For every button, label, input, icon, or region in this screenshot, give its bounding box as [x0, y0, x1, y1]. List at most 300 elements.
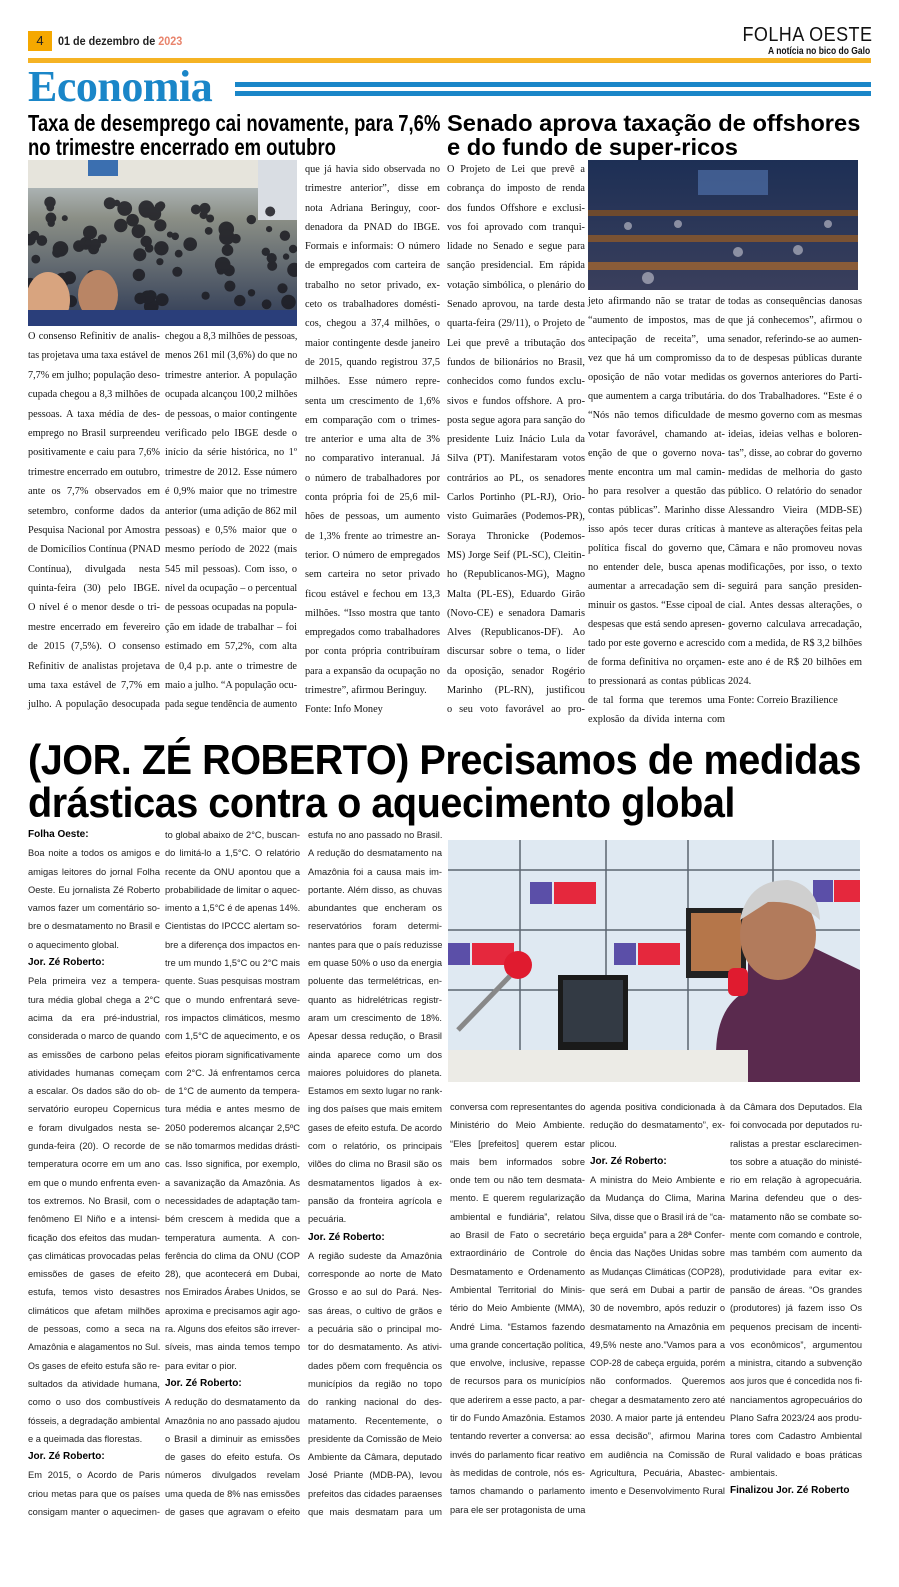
article-text-line: que aumentem a carga tributária.	[588, 391, 725, 402]
article-text-line: redução do desmatamento”, ex-	[590, 1120, 725, 1131]
article-text-line: bre a diferença dos impactos en-	[165, 939, 301, 950]
article3-column-2	[165, 826, 300, 1521]
article-text-line: números divulgados revelam	[165, 1470, 300, 1481]
article-text-line: ças climáticas provocadas pelas	[28, 1250, 161, 1261]
article-text-line: hões de pessoas, um aumento	[305, 511, 440, 523]
article-text-line: jeto afirmando não se tratar de	[588, 296, 725, 307]
article-text-line: nanciamentos agropecuários do	[730, 1394, 863, 1405]
article-text-line: 28), que acontecerá em Dubai,	[165, 1269, 300, 1280]
article-text-line: o número de trabalhadores por	[305, 472, 440, 484]
article-text-line: imento a 1,5°C é de apenas 14%.	[165, 903, 301, 914]
crowd-head	[191, 205, 201, 215]
article-text-line: “Nós não temos dificuldade de	[588, 410, 725, 421]
crowd-head	[277, 283, 287, 293]
article-text-line: essa decisão”, afirmou Marina	[590, 1431, 725, 1442]
crowd-head	[215, 257, 231, 273]
article-text-line: pansão da fronteira agrícola e	[308, 1195, 442, 1206]
article-text-line: Lei que prevê a tributação dos	[447, 337, 585, 349]
article-text-line: 545 mil pessoas). Com isso, o	[165, 563, 297, 575]
article-text-line: vos foi aprovado com tranqui-	[447, 221, 585, 233]
article-text-line: (Novo-CE) e senadora Damaris	[447, 607, 585, 619]
article-text-line: pada segue tendência de aumento	[165, 699, 297, 711]
article-text-line: contrários ao PL, os senadores	[447, 472, 585, 484]
article-text-line: de pessoas ocupadas na popula-	[165, 602, 297, 614]
article-text-line: contas públicas”. Marinho disse	[588, 505, 725, 516]
article-text-line: é 0,9% maior que no trimestre	[165, 486, 297, 498]
article-text-line: ideias, ideias velhas e boloren-	[728, 429, 862, 440]
article-text-line: a escalar. Os dados são do ob-	[28, 1086, 160, 1097]
article-text-line: e foram divulgados nesta se-	[28, 1122, 160, 1133]
article-text-line: síveis, mas ainda temos tempo	[165, 1342, 300, 1353]
article-text-line: abundantes que encheram os	[308, 903, 442, 914]
article-text-line: tir do Fundo Amazônia. Estamos	[450, 1413, 585, 1424]
article-text-line: com 2°C. Já enfrentamos cerca	[165, 1067, 300, 1078]
article-text-line: as emissões de carbono pelas	[28, 1049, 160, 1060]
article-text-line: A redução do desmatamento da	[165, 1397, 300, 1408]
crowd-head	[267, 261, 277, 271]
article-text-line: os governos anteriores do Parti-	[728, 372, 862, 383]
article-text-line: maiores poluidores do planeta.	[308, 1067, 442, 1078]
article1-column-3	[305, 160, 440, 720]
article-text-line: mestre encerrado em fevereiro	[28, 621, 160, 633]
crowd-head	[266, 226, 272, 232]
article-text-line: como o uso dos combustíveis	[28, 1397, 160, 1408]
speaker-subheading: Jor. Zé Roberto:	[165, 1377, 242, 1389]
article-text-line: sanção presidencial. Em rápida	[447, 260, 585, 272]
article-text-line: climáticos que afetam milhões	[28, 1305, 160, 1316]
article-text-line: este ano é de R$ 20 bilhões em	[728, 657, 862, 668]
article-text-line: Cientistas do IPCCC alertam so-	[165, 921, 300, 932]
article-text-line: senador, referindo-se ao aumen-	[728, 334, 862, 345]
article-text-line: ficou estável e fechou em 13,3	[305, 588, 440, 600]
headline-line: e do fundo de super-ricos	[447, 133, 738, 160]
article-text-line: A ministra do Meio Ambiente e	[590, 1175, 725, 1186]
newspaper-logo: FOLHA OESTE	[742, 24, 872, 46]
article-text-line: no comparativo interanual. Já	[305, 453, 440, 465]
article-text-line: chegar a desmatamento zero até	[590, 1394, 726, 1405]
article-text-line: com o relatório, os principais	[308, 1141, 442, 1152]
article-text-line: Ambiental Territorial do Minis-	[450, 1284, 585, 1295]
article1-column-1	[28, 327, 160, 715]
crowd-head	[247, 215, 256, 224]
article2-column-3	[728, 292, 862, 710]
article-text-line: trimestre de 2012. Esse número	[165, 466, 297, 478]
article-text-line: temperatura ocorre em um ano	[28, 1159, 160, 1170]
article-text-line: minuir os gastos. “Esse cipoal de	[588, 600, 725, 611]
article2-headline	[447, 112, 860, 159]
article-text-line: mente encontra um mal camin-	[588, 467, 725, 478]
crowd-head	[48, 220, 55, 227]
article-text-line: fundos de bilionários no Brasil,	[447, 356, 585, 368]
article-text-line: cas. Isso significa, por exemplo,	[165, 1159, 300, 1170]
article-text-line: Boa noite a todos os amigos e	[28, 848, 160, 859]
article-text-line: todas as consequências danosas	[728, 296, 862, 307]
crowd-head	[155, 202, 165, 212]
article3-column-6	[730, 1098, 862, 1501]
article-text-line: uma taxa estável de 7,7% em	[28, 680, 160, 692]
article1-headline	[28, 112, 440, 159]
article-text-line: O consenso Refinitiv de analis-	[28, 331, 160, 342]
article-text-line: fósseis, a degradação ambiental	[28, 1415, 160, 1426]
section-rule-top	[235, 82, 871, 87]
article-text-line: empregados como trabalhadores	[305, 627, 440, 639]
article-text-line: em que o mundo enfrenta even-	[28, 1177, 161, 1188]
article-text-line: tor do desmatamento. As ativi-	[308, 1342, 442, 1353]
article-text-line: por conta própria contribuíram	[305, 646, 440, 658]
crowd-head	[114, 200, 121, 207]
crowd-head	[205, 227, 213, 235]
article-text-line: ralistas a prestar esclarecimen-	[730, 1138, 862, 1149]
article-text-line: dos fundos Offshore e exclusi-	[447, 202, 585, 214]
article-text-line: verificado pelo IBGE desde o	[165, 427, 297, 439]
article-text-line: quinta-feira (30) pelo IBGE.	[28, 583, 160, 595]
crowd-head	[126, 214, 139, 227]
article2-column-1	[447, 160, 585, 720]
article-text-line: sultados da atividade humana,	[28, 1378, 160, 1389]
article-text-line: ao Brasil de Fato o secretário	[450, 1230, 585, 1241]
article-text-line: o aquecimento global.	[28, 939, 119, 950]
date-prefix: 01 de dezembro de	[58, 34, 159, 48]
article-text-line: nota Adriana Beringuy, coor-	[305, 202, 440, 214]
article-text-line: aproxima e precisamos agir ago-	[165, 1305, 301, 1316]
article-text-line: cial. Antes dessas alterações, o	[728, 600, 862, 611]
article-text-line: da Câmara dos Deputados. Ela	[730, 1102, 862, 1112]
crowd-head	[133, 269, 145, 281]
crowd-head	[156, 258, 163, 265]
article-text-line: estufa no ano passado no Brasil.	[308, 830, 443, 840]
article-text-line: em audiência na Comissão de	[590, 1449, 725, 1460]
article-text-line: pansão de áreas. “Os grandes	[730, 1284, 862, 1295]
article-text-line: onde tem ou não tem desmata-	[450, 1175, 585, 1186]
article-text-line: tre anterior e uma alta de 3%	[305, 434, 440, 446]
article-text-line: Fonte: Info Money	[305, 704, 383, 716]
article-text-line: reservatórios foram determi-	[308, 921, 442, 932]
article-text-line: ante os 7,7% observados em	[28, 486, 160, 498]
article-text-line: estufa, temos visto desastres	[28, 1287, 160, 1298]
article-text-line: mente com comando e controle,	[730, 1230, 862, 1241]
article-text-line: Desmatamento e Ordenamento	[450, 1266, 585, 1277]
article-text-line: criou metas para que os países	[28, 1488, 160, 1499]
article-text-line: tos extremos. No Brasil, com o	[28, 1195, 160, 1206]
article-text-line: Amazônia e alagamentos no Sul.	[28, 1342, 161, 1353]
article-text-line: o Brasil a diminuir as emissões	[165, 1433, 300, 1444]
article-text-line: bre o desmatamento no Brasil e	[28, 921, 160, 932]
article-text-line: isso após tecer duras críticas à	[588, 524, 725, 535]
article-text-line: corresponde ao norte de Mato	[308, 1269, 442, 1280]
article-text-line: Apesar dessa redução, o Brasil	[308, 1031, 442, 1042]
article-text-line: trabalho no setor privado, ex-	[305, 279, 440, 291]
date-year: 2023	[158, 34, 183, 48]
article-text-line: matamento. Recentemente, o	[308, 1415, 442, 1426]
article-text-line: a ministra, citando a subvenção	[730, 1358, 862, 1369]
article-text-line: 2024.	[728, 676, 752, 687]
article-text-line: Marinho (PL-RN), justificou	[447, 685, 585, 697]
article-text-line: aumentar a arrecadação sem di-	[588, 581, 725, 592]
article-text-line: nível da ocupação – o percentual	[165, 583, 298, 595]
article-text-line: ros impactos climáticos, mesmo	[165, 1012, 300, 1023]
article-text-line: tentando reverter a conversa: ao	[450, 1431, 585, 1442]
article-text-line: Senado aprovou, na tarde desta	[447, 299, 585, 311]
article-text-line: Plano Safra 2023/24 aos produ-	[730, 1413, 862, 1424]
article-text-line: emprego no Brasil surpreendeu	[28, 427, 160, 439]
article-text-line: positivamente e caiu para 7,6%	[28, 447, 160, 459]
article-text-line: milhões. Esse número repre-	[305, 376, 440, 388]
article-text-line: poluente das termelétricas, en-	[308, 976, 442, 987]
article-text-line: ficação dos efeitos das mudan-	[28, 1232, 160, 1243]
article-text-line: probabilidade de limitar o aquec-	[165, 884, 300, 895]
article-text-line: 49,5% neste ano.”Vamos para a	[590, 1339, 725, 1350]
article3-column-5	[590, 1098, 725, 1501]
article-text-line: ocupada alcançou 100,2 milhões	[165, 389, 298, 401]
article-text-line: seguirá para sanção presiden-	[728, 581, 862, 592]
article-text-line: que o mundo enfrentará seve-	[165, 994, 300, 1005]
article-text-line: maior contingente desde janeiro	[305, 337, 440, 349]
article-text-line: amigas leitores do jornal Folha	[28, 866, 160, 877]
article-text-line: efeitos pioram significativamente	[165, 1049, 300, 1060]
crowd-head	[172, 267, 182, 277]
article-text-line: se não tomarmos medidas drásti-	[165, 1141, 300, 1152]
article-text-line: Amazônia no ano passado ajudou	[165, 1415, 300, 1426]
article3-column-3	[308, 826, 442, 1521]
article-text-line: julho. A população desocupada	[28, 699, 160, 711]
article-text-line: prefeitos das cidades paraenses	[308, 1488, 442, 1499]
article-text-line: bém crescem à medida que a	[165, 1214, 300, 1225]
article-text-line: ho (Republicanos-MG), Magno	[447, 569, 585, 581]
article3-column-4	[450, 1098, 585, 1519]
article-text-line: início da série histórica, no 1º	[165, 447, 297, 459]
article-text-line: 2030. A maior parte já entendeu	[590, 1413, 725, 1424]
article-text-line: Câmara e não promoveu novas	[728, 543, 862, 554]
article-text-line: ência das Nações Unidas sobre	[590, 1248, 725, 1259]
article-text-line: mas também com aumento da	[730, 1248, 862, 1259]
headline-line: no trimestre encerrado em outubro	[28, 133, 336, 160]
article-text-line: antecipação de receita”, uma	[588, 334, 725, 345]
crowd-head	[280, 231, 290, 241]
article-text-line: portante. Além disso, as chuvas	[308, 884, 442, 895]
article-text-line: de pessoas, o maior contingente	[165, 408, 297, 420]
article-text-line: mesmo período de 2022 (mais	[165, 544, 297, 556]
article-text-line: uma queda de 8% nas emissões	[165, 1488, 300, 1499]
article-text-line: to pressionará as contas públicas	[588, 676, 725, 687]
article-text-line: de forma definitiva no orçamen-	[588, 657, 725, 668]
article-text-line: mais bem informados sobre	[450, 1156, 585, 1167]
article-text-line: municípios da região no topo	[308, 1378, 442, 1389]
article-text-line: Carlos Portinho (PL-RJ), Orio-	[447, 492, 585, 504]
section-rule-bottom	[235, 91, 871, 96]
article-text-line: quanto as hidrelétricas registr-	[308, 994, 442, 1005]
article-text-line: aram um crescimento de 18%.	[308, 1012, 442, 1023]
crowd-head	[154, 219, 166, 231]
article-text-line: ing dos países que mais emitem	[308, 1104, 442, 1115]
article-text-line: Oeste. Eu jornalista Zé Roberto	[28, 884, 160, 895]
article-text-line: tado por este governo e acrescido	[588, 638, 725, 649]
article-text-line: conta própria foi de 25,6 mil-	[305, 492, 440, 504]
crowd-head	[224, 281, 235, 292]
crowd-head	[219, 230, 234, 245]
article-text-line: de 1,3% frente ao trimestre an-	[305, 530, 440, 542]
article-text-line: Agricultura, Pecuária, Abastec-	[590, 1467, 725, 1478]
article-text-line: tre um mundo 1,5°C ou 2°C mais	[165, 958, 300, 969]
article-text-line: to de despesas públicas durante	[728, 353, 862, 364]
article-text-line: consigam manter o aquecimen-	[28, 1506, 160, 1517]
crowd-head	[114, 219, 127, 232]
article-text-line: de 1°C de aumento da tempera-	[165, 1086, 300, 1097]
article-text-line: pessoas. A taxa média de des-	[28, 408, 160, 420]
article-text-line: vamos fazer um comentário so-	[28, 903, 160, 914]
article-text-line: da Mudança do Clima, Marina	[590, 1193, 725, 1204]
article-text-line: produtividade para evitar ex-	[730, 1266, 862, 1277]
article-text-line: trimestre encerrado em outubro,	[28, 466, 161, 478]
article-text-line: chegou a 8,3 milhões de pessoas,	[165, 331, 298, 342]
crowd-head	[234, 295, 245, 306]
article-text-line: trimestre anterior. A população	[165, 369, 297, 381]
crowd-head	[46, 204, 54, 212]
article-text-line: de pessoas, como a seca na	[28, 1324, 160, 1335]
crowd-head	[139, 200, 155, 216]
article-text-line: a savanização da Amazônia. As	[165, 1177, 300, 1188]
article-text-line: necessidades de adaptação tam-	[165, 1195, 300, 1206]
speaker-subheading: Jor. Zé Roberto:	[590, 1155, 667, 1167]
article-text-line: pecuária.	[308, 1214, 347, 1225]
article-text-line: de tal forma que teremos uma	[588, 695, 725, 706]
article-text-line: tas”, disse, ao cobrar do governo	[728, 448, 862, 459]
article-text-line: ferência do clima da ONU (COP	[165, 1250, 300, 1261]
article-text-line: invés do parlamento ficar reativo	[450, 1449, 585, 1460]
article-text-line: A redução do desmatamento na	[308, 848, 442, 859]
article-text-line: Silva (PT). Manifestaram votos	[447, 453, 585, 465]
article-text-line: medidas de melhoria do gasto	[728, 467, 862, 478]
article-text-line: estimado em 57,2%, com alta	[165, 641, 297, 653]
studio-photo	[448, 840, 860, 1082]
newspaper-tagline: A notícia no bico do Galo	[767, 46, 870, 57]
article-text-line: Refinitiv de analistas projetava	[28, 660, 160, 672]
crowd-head	[37, 235, 48, 246]
article-text-line: que envolve, inclusive, repasse	[450, 1358, 585, 1369]
article-text-line: tamos chamando o parlamento	[450, 1486, 585, 1497]
article-text-line: manteve as alterações feitas pela	[728, 524, 863, 535]
article-text-line: Alves (Republicanos-DF). Ao	[447, 627, 585, 639]
article-text-line: acima da era pré-industrial,	[28, 1012, 160, 1023]
article-text-line: Grosso e ao sul do Pará. Nes-	[308, 1287, 442, 1298]
article-text-line: Contínua), divulgada nesta	[28, 563, 160, 575]
issue-date	[58, 33, 182, 49]
article-text-line: conhecidos como fundos exclu-	[447, 376, 585, 388]
article-text-line: mento. E querem regularização	[450, 1193, 585, 1204]
article-text-line: de recursos para os municípios	[450, 1376, 585, 1387]
article3-headline	[28, 738, 861, 824]
article-text-line: Soraya Thronicke (Podemos-	[447, 530, 585, 542]
section-title: Economia	[28, 62, 213, 111]
article-text-line: tores com Cadastro Ambiental	[730, 1431, 862, 1442]
article-text-line: extraordinário de Controle do	[450, 1248, 585, 1259]
article-text-line: ainda aparece como um dos	[308, 1049, 442, 1060]
crowd-head	[62, 215, 68, 221]
article-text-line: Alessandro Vieira (MDB-SE)	[728, 505, 862, 516]
article-text-line: ambientais.	[730, 1467, 778, 1478]
article-text-line: ção em idade de trabalhar – foi	[165, 621, 297, 633]
article-text-line: Formais e informais: O número	[305, 241, 440, 253]
article-text-line: Pesquisa Nacional por Amostra	[28, 524, 160, 536]
article-text-line: de empregados com carteira de	[305, 260, 440, 272]
article-text-line: matamento não se combate so-	[730, 1211, 862, 1222]
article-text-line: Silva, disse que o Brasil irá de “ca-	[590, 1211, 726, 1222]
crowd-head	[175, 250, 183, 258]
article-text-line: 30 de novembro, após reduzir o	[590, 1303, 725, 1314]
article-text-line: pessoas) e 0,5% maior que o	[165, 524, 297, 536]
article-text-line: do limitá-lo a 1,5°C. O relatório	[165, 848, 300, 859]
speaker-subheading: Jor. Zé Roberto:	[308, 1231, 385, 1243]
article-text-line: menos 261 mil (3,6%) do que no	[165, 350, 298, 362]
article-text-line: trimestre”, afirmou Beringuy.	[305, 685, 427, 697]
article-text-line: de gases do efeito estufa. Os	[165, 1452, 300, 1463]
article-text-line: do dos Trabalhadores. “Este é o	[728, 391, 862, 402]
article-text-line: Os gases de efeito estufa são re-	[28, 1360, 160, 1371]
speaker-subheading: Jor. Zé Roberto:	[28, 1451, 105, 1463]
article-text-line: quente. Suas pesquisas mostram	[165, 976, 300, 987]
crowd-head	[281, 295, 296, 310]
article-text-line: votar favorável, chamando at-	[588, 429, 725, 440]
article-text-line: temperatura aumenta. A con-	[165, 1232, 300, 1243]
article-text-line: plicou.	[590, 1138, 617, 1149]
article-text-line: desmatamentos ligados à ex-	[308, 1177, 442, 1188]
article-text-line: senta um crescimento de 1,6%	[305, 395, 440, 407]
crowd-photo	[28, 160, 297, 326]
article-text-line: gunda-feira (20). O recorde de	[28, 1141, 160, 1152]
crowd-head	[283, 253, 289, 259]
article-text-line: discursar sobre o tema, o líder	[447, 646, 585, 658]
article-text-line: não conformados. Queremos	[590, 1376, 725, 1387]
article-text-line: uma grande concertação política,	[450, 1339, 586, 1350]
crowd-head	[265, 207, 275, 217]
article-text-line: rio em relação à agropecuária.	[730, 1175, 862, 1186]
article-text-line: Em 2015, o Acordo de Paris	[28, 1470, 160, 1481]
article-text-line: cobrança do imposto de renda	[447, 183, 585, 195]
article-text-line: com a medida, de R$ 3,2 bilhões	[728, 638, 862, 649]
crowd-head	[262, 299, 272, 309]
article-text-line: O Projeto de Lei que prevê a	[447, 164, 585, 175]
article-text-line: Ambiente da Câmara, deputado	[308, 1452, 442, 1463]
headline-line: Taxa de desemprego cai novamente, para 7,6%	[28, 110, 441, 136]
article-text-line: ho para resolver a questão das	[588, 486, 725, 497]
article-text-line: Malta (PL-ES), Eduardo Girão	[447, 588, 585, 600]
headline-line: drásticas contra o aquecimento global	[28, 779, 735, 826]
article-text-line: sivos e fundos offshore. A pro-	[447, 395, 585, 407]
article-text-line: André Lima. “Estamos fazendo	[450, 1321, 585, 1332]
article-text-line: oposição de não votar medidas	[588, 372, 725, 383]
article-text-line: emissões de gases de efeito	[28, 1269, 160, 1280]
article-text-line: terior. O número de empregados	[305, 549, 440, 561]
article-text-line: Pela primeira vez a tempera-	[28, 976, 160, 987]
article-text-line: desmatamento na Amazônia em	[590, 1321, 725, 1332]
article-text-line: do ranking nacional do des-	[308, 1397, 442, 1408]
crowd-head	[222, 244, 234, 256]
article-text-line: to global abaixo de 2°C, buscan-	[165, 830, 300, 840]
article-text-line: COP-28 de cabeça erguida, porém	[590, 1358, 726, 1369]
crowd-head	[248, 289, 255, 296]
article-text-line: nos Emirados Árabes Unidos, se	[165, 1287, 301, 1298]
article-text-line: vos econômicos”, argumentou	[730, 1339, 862, 1350]
article-text-line: conversa com representantes do	[450, 1102, 586, 1112]
article-text-line: que será em Dubai a partir de	[590, 1284, 725, 1295]
crowd-head	[134, 293, 146, 305]
article-text-line: as Mudanças Climáticas (COP28),	[590, 1266, 725, 1277]
article-text-line: ra. Alguns dos efeitos são irrever-	[165, 1324, 300, 1335]
article-text-line: O nível é o menor desde o tri-	[28, 602, 160, 614]
article-text-line: vilões do clima no Brasil são os	[308, 1159, 442, 1170]
article-text-line: setembro, conforme dados da	[28, 505, 160, 517]
article-text-line: Estamos em sexto lugar no rank-	[308, 1086, 443, 1097]
crowd-head	[154, 241, 168, 255]
